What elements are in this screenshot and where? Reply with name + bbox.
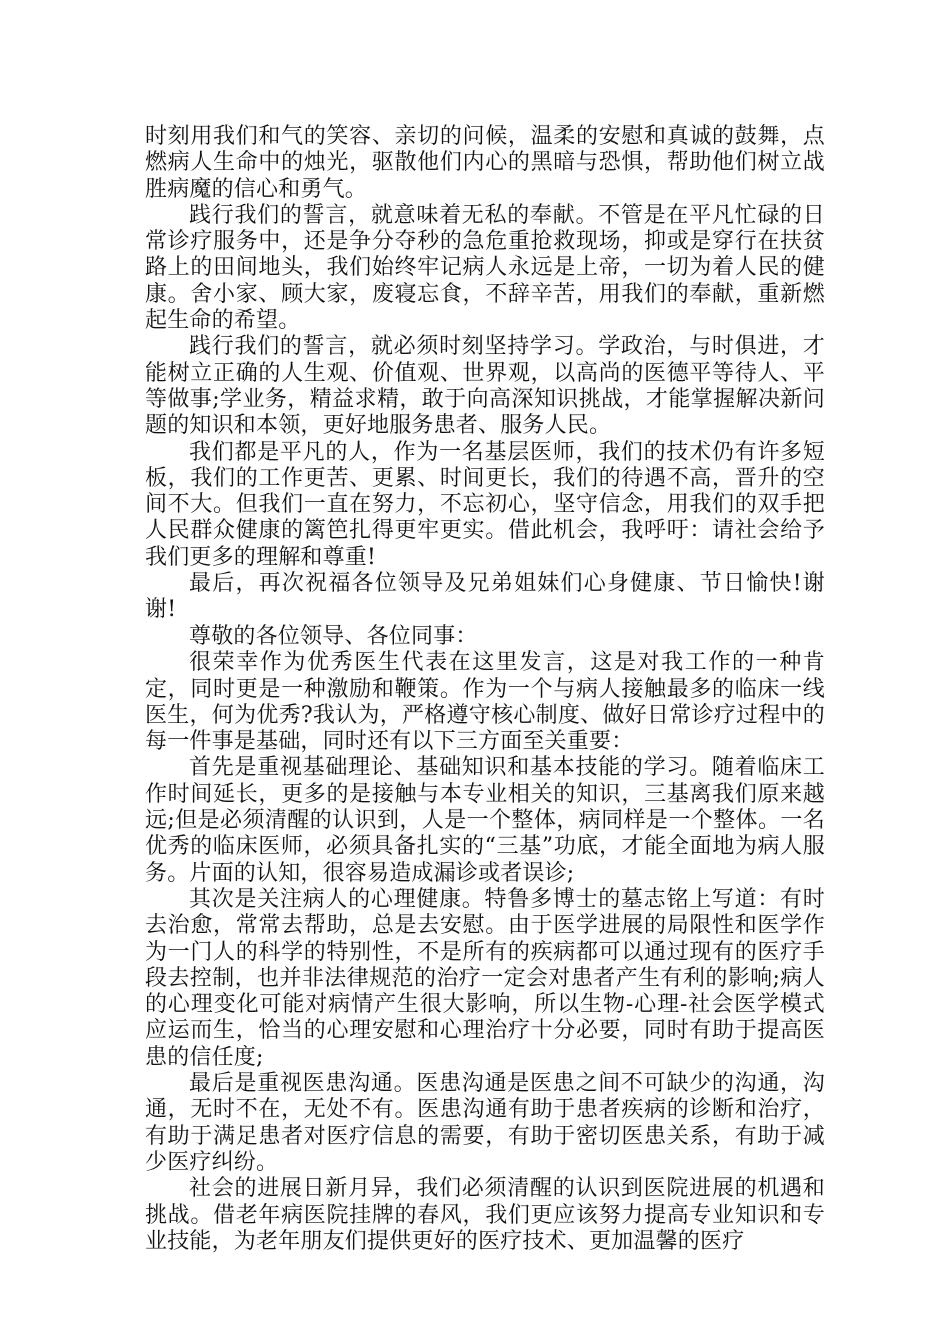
- paragraph-dedication: 践行我们的誓言，就意味着无私的奉献。不管是在平凡忙碌的日常诊疗服务中，还是争分夺秒的急危重抢救现场，抑或是穿行在扶贫路上的田间地头，我们始终牢记病人永远是上帝，一切为着人民的健康。舍小家、顾大家，废寝忘食，不辞辛苦，用我们的奉献，重新燃起生命的希望。: [145, 202, 825, 334]
- paragraph-development: 社会的进展日新月异，我们必须清醒的认识到医院进展的机遇和挑战。借老年病医院挂牌的春风，我们更应该努力提高专业知识和专业技能，为老年朋友们提供更好的医疗技术、更加温馨的医疗: [145, 1176, 825, 1254]
- paragraph-intro: 很荣幸作为优秀医生代表在这里发言，这是对我工作的一种肯定，同时更是一种激励和鞭策。作为一个与病人接触最多的临床一线医生，何为优秀?我认为，严格遵守核心制度、做好日常诊疗过程中的每一件事是基础，同时还有以下三方面至关重要：: [145, 650, 825, 755]
- salutation: 尊敬的各位领导、各位同事：: [189, 624, 478, 649]
- speech-one: [145, 124, 825, 624]
- paragraph-second: 其次是关注病人的心理健康。特鲁多博士的墓志铭上写道：有时去治愈，常常去帮助，总是去安慰。由于医学进展的局限性和医学作为一门人的科学的特别性，不是所有的疾病都可以通过现有的医疗手段去控制，也并非法律规范的治疗一定会对患者产生有利的影响;病人的心理变化可能对病情产生很大影响，所以生物-心理-社会医学模式应运而生，恰当的心理安慰和心理治疗十分必要，同时有助于提高医患的信任度;: [145, 886, 825, 1070]
- paragraph-continuation: 时刻用我们和气的笑容、亲切的问候，温柔的安慰和真诚的鼓舞，点燃病人生命中的烛光，驱散他们内心的黑暗与恐惧，帮助他们树立战胜病魔的信心和勇气。: [145, 124, 825, 202]
- paragraph-study: 践行我们的誓言，就必须时刻坚持学习。学政治，与时俱进，才能树立正确的人生观、价值观、世界观，以高尚的医德平等待人、平等做事;学业务，精益求精，敢于向高深知识挑战，才能掌握解决新问题的知识和本领，更好地服务患者、服务人民。: [145, 334, 825, 439]
- paragraph-closing: 最后，再次祝福各位领导及兄弟姐妹们心身健康、节日愉快!谢谢!: [145, 571, 825, 623]
- paragraph-ordinary: 我们都是平凡的人，作为一名基层医师，我们的技术仍有许多短板，我们的工作更苦、更累、时间更长，我们的待遇不高，晋升的空间不大。但我们一直在努力，不忘初心，坚守信念，用我们的双手把人民群众健康的篱笆扎得更牢更实。借此机会，我呼吁：请社会给予我们更多的理解和尊重!: [145, 439, 825, 570]
- paragraph-first: 首先是重视基础理论、基础知识和基本技能的学习。随着临床工作时间延长，更多的是接触与本专业相关的知识，三基离我们原来越远;但是必须清醒的认识到，人是一个整体，病同样是一个整体。一名优秀的临床医师，必须具备扎实的“三基”功底，才能全面地为病人服务。片面的认知，很容易造成漏诊或者误诊;: [145, 755, 825, 886]
- paragraph-third: 最后是重视医患沟通。医患沟通是医患之间不可缺少的沟通，沟通，无时不在，无处不有。医患沟通有助于患者疾病的诊断和治疗，有助于满足患者对医疗信息的需要，有助于密切医患关系，有助于减少医疗纠纷。: [145, 1071, 825, 1175]
- speech-two: [145, 624, 825, 1255]
